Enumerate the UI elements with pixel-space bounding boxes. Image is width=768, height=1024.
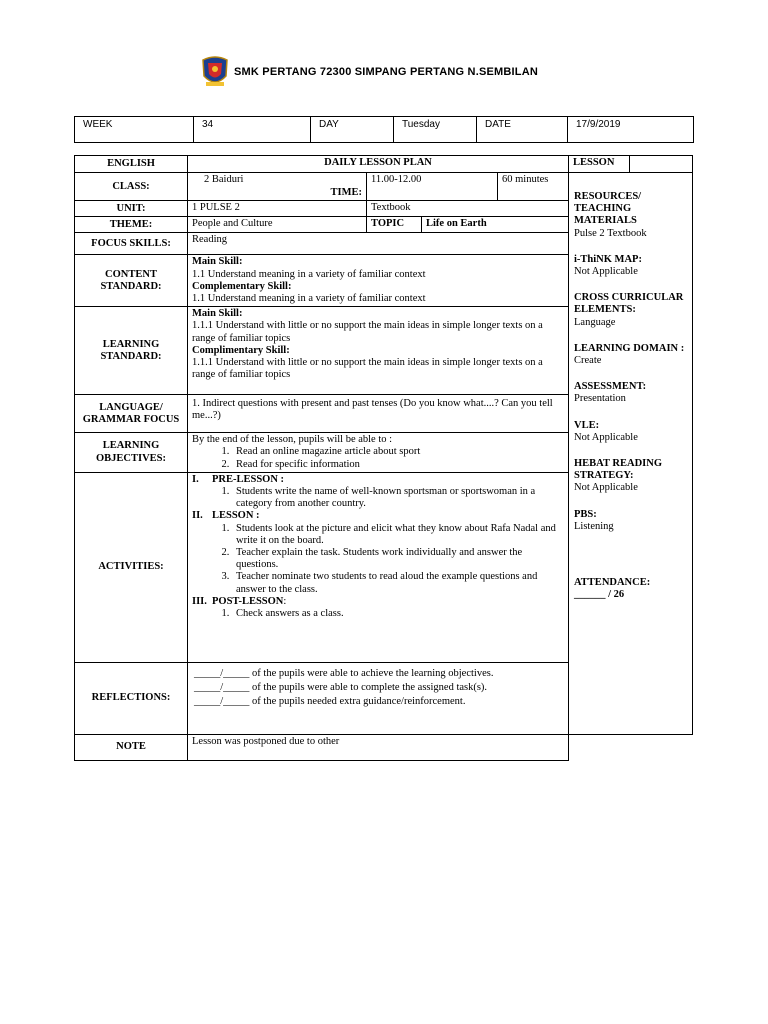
learning-comp-heading: Complimentary Skill: [192,344,290,356]
lesson-step: 3. Teacher nominate two students to read aloud the example questions and answer to the class. [232,571,564,595]
unit-source: Textbook [367,201,569,217]
lesson-label: LESSON [569,156,630,172]
duration: 60 minutes [498,173,569,201]
objective-item: 2. Read for specific information [232,459,564,471]
reflections [188,662,569,734]
content-comp-heading: Complementary Skill: [192,280,292,292]
pbs-heading: PBS: [574,508,597,520]
grammar-label: LANGUAGE/ GRAMMAR FOCUS [75,395,188,433]
sidebar [569,173,693,735]
learning-standard-label: LEARNING STANDARD: [75,307,188,395]
resources-heading: RESOURCES/ TEACHING MATERIALS [574,191,642,227]
content-standard-label: CONTENT STANDARD: [75,255,188,307]
class-value: 2 Baiduri [204,174,244,185]
note-value: Lesson was postponed due to other [188,734,569,760]
assessment-value: Presentation [574,393,626,405]
post-lesson-colon: : [283,595,287,607]
think-map-value: Not Applicable [574,266,638,278]
learning-main-heading: Main Skill: [192,308,243,320]
vle-value: Not Applicable [574,431,638,443]
learning-main-text: 1.1.1 Understand with little or no support the main ideas in simple longer texts on a range of familiar topics [192,320,543,344]
vle-heading: VLE: [574,419,600,431]
date-value: 17/9/2019 [568,117,694,143]
attendance-value: ______ / 26 [574,589,625,601]
day-value: Tuesday [394,117,477,143]
objectives-intro: By the end of the lesson, pupils will be able to : [192,434,393,446]
assessment-heading: ASSESSMENT: [574,381,647,393]
activities-label: ACTIVITIES: [75,472,188,662]
unit-label: UNIT: [75,201,188,217]
content-main-text: 1.1 Understand meaning in a variety of familiar context [192,268,426,280]
learning-domain-heading: LEARNING DOMAIN : [574,342,685,354]
objectives-label: LEARNING OBJECTIVES: [75,433,188,473]
post-lesson-heading: POST-LESSON [212,595,284,607]
learning-comp-text: 1.1.1 Understand with little or no support the main ideas in simple longer texts on a range of familiar topics [192,357,543,381]
week-label: WEEK [75,117,194,143]
think-map-heading: i-ThiNK MAP: [574,253,642,265]
date-label: DATE [477,117,568,143]
learning-domain-value: Create [574,355,602,367]
pre-lesson-number: I. [192,473,199,485]
post-lesson-number: III. [192,595,207,607]
school-name: SMK PERTANG 72300 SIMPANG PERTANG N.SEMBILAN [234,66,539,78]
pre-lesson-step: 1. Students write the name of well-known sportsman or sportswoman in a category from another country. [232,486,564,510]
learning-standard [188,307,569,395]
pre-lesson-heading: PRE-LESSON : [212,473,285,485]
school-header [200,52,538,92]
reflection-line: _____/_____ of the pupils were able to complete the assigned task(s). [194,681,488,693]
day-label: DAY [311,117,394,143]
note-label: NOTE [75,734,188,760]
cross-curricular-heading: CROSS CURRICULAR ELEMENTS: [574,292,684,316]
theme-value: People and Culture [188,217,367,233]
theme-label: THEME: [75,217,188,233]
hebat-heading: HEBAT READING STRATEGY: [574,458,663,482]
subject-label: ENGLISH [75,156,188,173]
resources-value: Pulse 2 Textbook [574,227,647,239]
objective-item: 1. Read an online magazine article about sport [232,446,564,458]
reflection-line: _____/_____ of the pupils needed extra guidance/reinforcement. [194,695,466,707]
content-comp-text: 1.1 Understand meaning in a variety of familiar context [192,293,426,305]
content-standard [188,255,569,307]
attendance-heading: ATTENDANCE: [574,577,651,589]
focus-skills-label: FOCUS SKILLS: [75,233,188,255]
objectives [188,433,569,473]
lesson-step: 2. Teacher explain the task. Students work individually and answer the questions. [232,547,564,571]
reflections-label: REFLECTIONS: [75,662,188,734]
lesson-number [630,156,692,172]
pbs-value: Listening [574,520,614,532]
topic-label: TOPIC [367,217,422,233]
cross-curricular-value: Language [574,316,616,328]
school-crest-icon [200,54,230,90]
lesson-number: II. [192,510,203,522]
post-lesson-step: 1. Check answers as a class. [232,608,564,620]
lesson-plan-table [74,155,693,761]
focus-skills-value: Reading [188,233,569,255]
class-label: CLASS: [75,173,188,201]
topic-value: Life on Earth [422,217,569,233]
lesson-step: 1. Students look at the picture and elicit what they know about Rafa Nadal and write it on the board. [232,523,564,547]
week-value: 34 [194,117,311,143]
grammar-value: 1. Indirect questions with present and past tenses (Do you know what....? Can you tell me...?) [188,395,569,433]
activities [188,472,569,662]
unit-value: 1 PULSE 2 [188,201,367,217]
plan-title: DAILY LESSON PLAN [188,156,569,173]
reflection-line: _____/_____ of the pupils were able to achieve the learning objectives. [194,667,494,679]
week-table [74,116,694,143]
time-value: 11.00-12.00 [367,173,498,201]
time-label: TIME: [330,187,362,199]
content-main-heading: Main Skill: [192,256,243,268]
hebat-value: Not Applicable [574,482,638,494]
lesson-heading: LESSON : [212,510,260,522]
